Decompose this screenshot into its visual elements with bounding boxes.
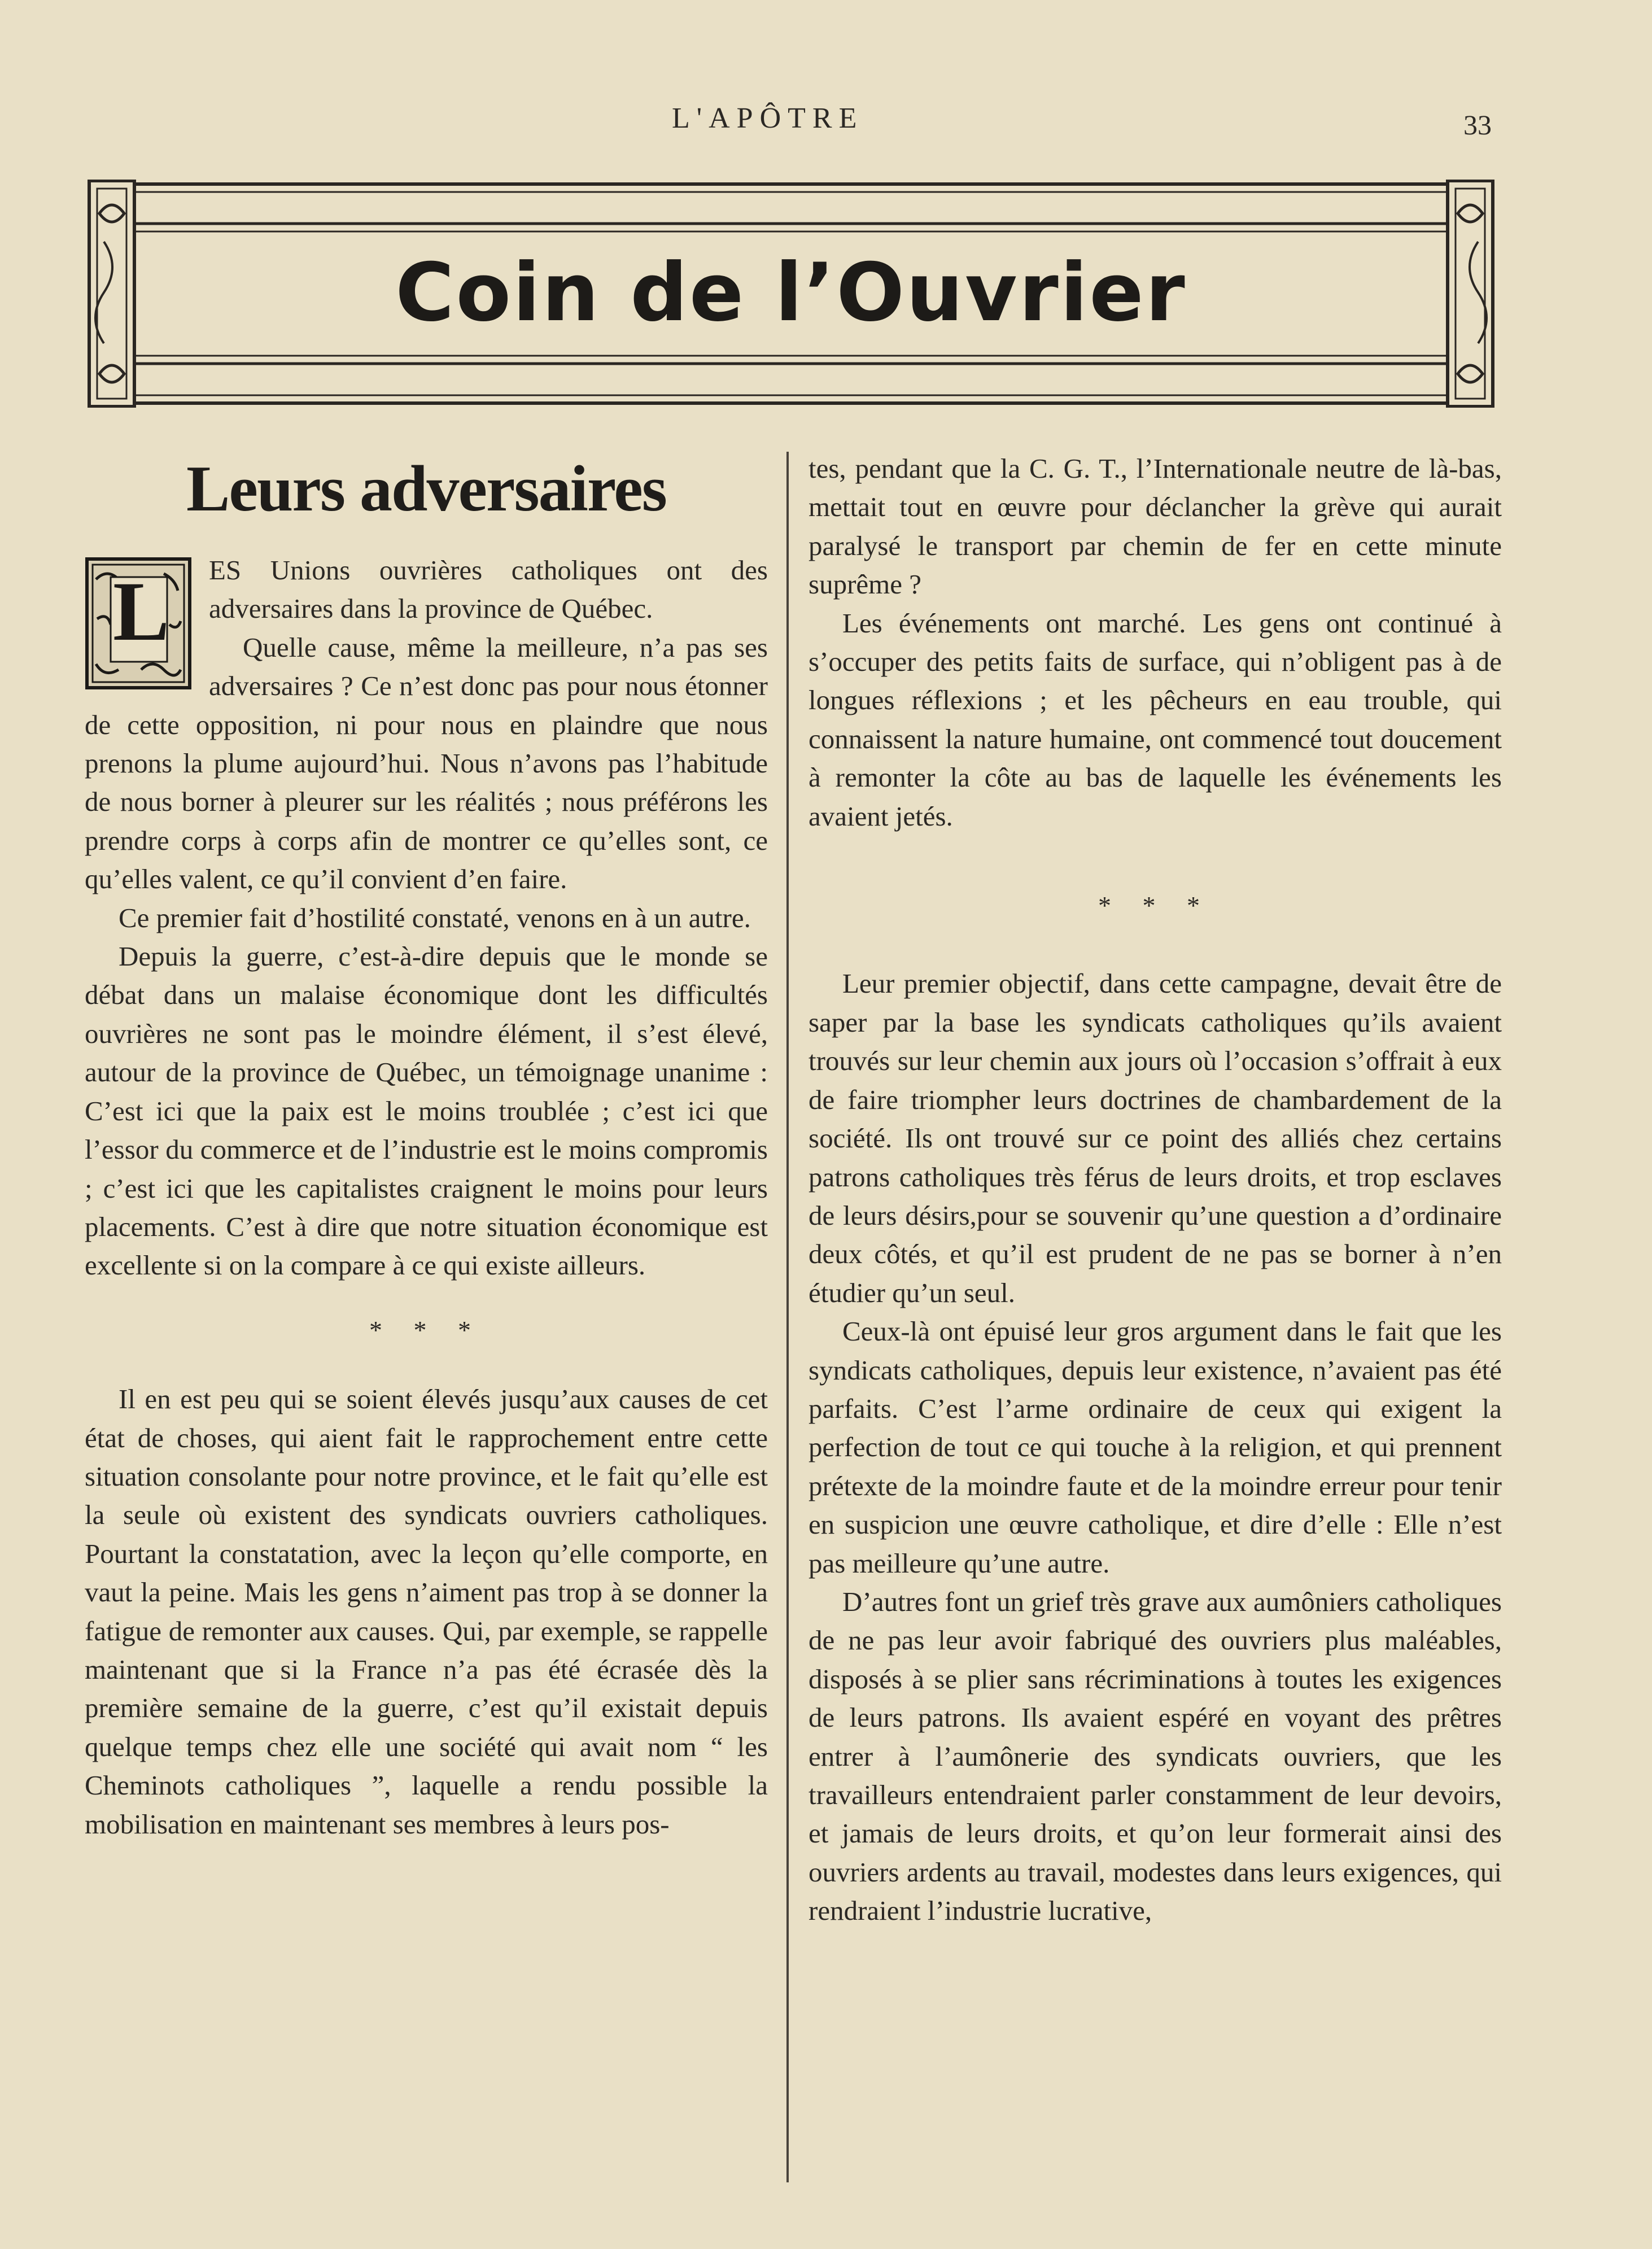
section-banner [84,180,1498,408]
paragraph: Depuis la guerre, c’est-à-dire depuis que le monde se débat dans un malaise économique dont les difficultés ouvrières ne sont pas le moindre élément, il s’est élevé, autour de la province de Québec, un témoignage unanime : C’est ici que la paix est le moins troublée ; c’est ici que l’essor du commerce et de l’industrie est le moins compromis ; c’est ici que les capitalistes craignent le moins pour leurs placements. C’est à dire que notre situation économique est excellente si on la compare à ce qui existe ailleurs. [85,941,768,1281]
paragraph: ES Unions ouvrières catholiques ont des adversaires dans la province de Québec. [209,554,768,625]
paragraph: Les événements ont marché. Les gens ont continué à s’occuper des petits faits de surface, qui n’obligent pas à de longues réflexions ; et les pêcheurs en eau trouble, qui connaissent la nature humaine, ont commencé tout doucement à remonter la côte au bas de laquelle les événements les avaient jetés. [808,607,1502,832]
paragraph: D’autres font un grief très grave aux aumôniers catholiques de ne pas leur avoir fabriqué des ouvriers plus maléables, disposés à se plier sans récriminations à toutes les exigences de leurs patrons. Ils avaient espéré en voyant des prêtres entrer à l’aumônerie des syndicats ouvriers, que les travailleurs entendraient parler constamment de leur devoirs, et jamais de leurs droits, et qu’on leur formerait ainsi des ouvriers ardents au travail, modestes dans leurs exigences, qui rendraient l’industrie lucrative, [808,1586,1502,1927]
drop-cap [85,557,192,690]
right-column [808,449,1502,1931]
column-divider [786,452,789,2182]
left-column [85,449,768,1844]
paragraph: Leur premier objectif, dans cette campagne, devait être de saper par la base les syndicats catholiques qu’ils avaient trouvés sur leur chemin aux jours où l’occasion s’offrait à eux de faire triompher leurs doctrines de chambardement de la société. Ils ont trouvé sur ce point des alliés chez certains patrons catholiques très férus de leurs droits, et trop esclaves de leurs désirs,pour se souvenir qu’une question a d’ordinaire deux côtés, et qu’il est prudent de ne pas se borner à n’en étudier qu’un seul. [808,968,1502,1308]
drop-cap-letter: L [113,565,170,658]
journal-title: L'APÔTRE [672,102,864,134]
paragraph: Ceux-là ont épuisé leur gros argument dans le fait que les syndicats catholiques, depuis leur existence, n’avaient pas été parfaits. C’est l’arme ordinaire de ceux qui exigent la perfection de tout ce qui touche à la religion, et qui prennent prétexte de la moindre faute et de la moindre erreur pour tenir en suspicion une œuvre catholique, et dire d’elle : Elle n’est pas meilleure qu’une autre. [808,1316,1502,1579]
article-title: Leurs adversaires [186,453,666,525]
paragraph: Il en est peu qui se soient élevés jusqu’aux causes de cet état de choses, qui aient fait le rapprochement entre cette situation consolante pour notre province, et le fait qu’elle est la seule où existent des syndicats ouvriers catholiques. Pourtant la constatation, avec la leçon qu’elle comporte, en vaut la peine. Mais les gens n’aiment pas trop à se donner la fatigue de remonter aux causes. Qui, par exemple, se rappelle maintenant que si la France n’a pas été écrasée dès la première semaine de la guerre, c’est qu’il existait depuis quelque temps chez elle une société qui avait nom “ les Cheminots catholiques ”, laquelle a rendu possible la mobilisation en maintenant ses membres à leurs pos- [85,1383,768,1840]
paragraph: Quelle cause, même la meilleure, n’a pas ses adversaires ? Ce n’est donc pas pour nous étonner de cette opposition, ni pour nous en plaindre que nous prenons la plume aujourd’hui. Nous n’avons pas l’habitude de nous borner à pleurer sur les réalités ; nous préférons les prendre corps à corps afin de montrer ce qu’elles sont, ce qu’elles valent, ce qu’il convient d’en faire. [85,631,768,895]
section-separator: * * * [1098,891,1212,920]
paragraph: Ce premier fait d’hostilité constaté, venons en à un autre. [119,902,751,933]
paragraph: tes, pendant que la C. G. T., l’Internationale neutre de là-bas, mettait tout en œuvre pour déclancher la grève qui aurait paralysé le transport par chemin de fer en cette minute suprême ? [808,453,1502,600]
section-separator: * * * [369,1315,483,1344]
section-title: Coin de l’Ouvrier [395,246,1187,339]
page-number: 33 [1463,109,1492,141]
